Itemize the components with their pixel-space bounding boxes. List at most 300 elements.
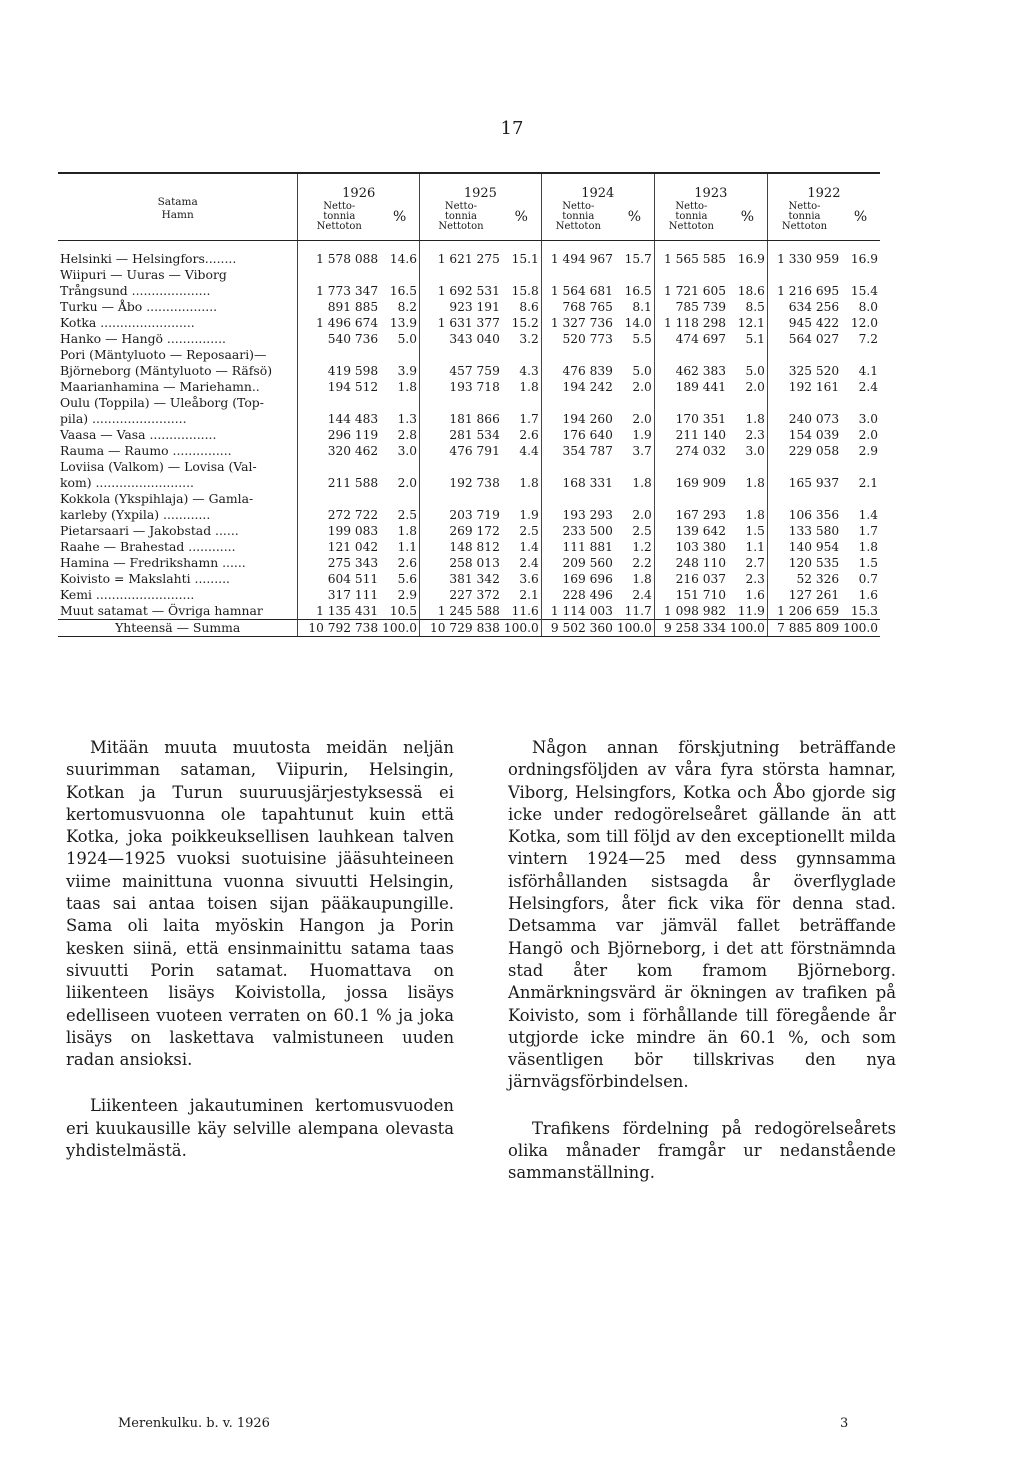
net-tons-cell: 275 343 [298, 555, 380, 571]
table-row [58, 507, 880, 523]
net-tons-cell: 274 032 [654, 443, 728, 459]
percent-cell: 2.1 [519, 588, 539, 602]
percent-cell [841, 267, 880, 283]
net-tons-cell: 192 738 [420, 475, 502, 491]
percent-cell: 2.4 [519, 556, 539, 570]
percent-cell: 1.9 [519, 508, 539, 522]
percent-cell [615, 491, 654, 507]
percent-cell [380, 267, 419, 283]
percent-cell: 15.8 [511, 284, 539, 298]
net-tons-cell: 229 058 [767, 443, 841, 459]
net-tons-cell: 564 027 [767, 331, 841, 347]
percent-cell [502, 347, 541, 363]
net-tons-cell: 176 640 [541, 427, 615, 443]
percent-cell: 12.1 [737, 316, 765, 330]
percent-cell: 2.3 [745, 428, 765, 442]
percent-cell: 2.0 [858, 428, 878, 442]
net-tons-cell: 140 954 [767, 539, 841, 555]
net-tons-cell: 193 718 [420, 379, 502, 395]
net-tons-cell: 325 520 [767, 363, 841, 379]
net-tons-cell [298, 347, 380, 363]
percent-cell [728, 459, 767, 475]
percent-cell: 2.1 [858, 476, 878, 490]
net-tons-cell: 228 496 [541, 587, 615, 603]
year-header: 1925 [420, 174, 542, 202]
net-tons-cell: 227 372 [420, 587, 502, 603]
percent-cell: 1.6 [858, 588, 878, 602]
net-tons-cell: 192 161 [767, 379, 841, 395]
net-tons-cell: 10 729 838 [420, 620, 502, 637]
net-tons-cell: 1 135 431 [298, 603, 380, 620]
net-tons-cell [654, 459, 728, 475]
percent-cell: 2.5 [397, 508, 418, 522]
percent-cell: 1.5 [745, 524, 765, 538]
port-name: kom) ......................... [60, 475, 194, 490]
net-tons-cell: 52 326 [767, 571, 841, 587]
percent-cell: 2.5 [632, 524, 652, 538]
percent-cell: 2.0 [632, 380, 652, 394]
net-tons-cell: 199 083 [298, 523, 380, 539]
net-tons-cell: 203 719 [420, 507, 502, 523]
percent-cell: 12.0 [850, 316, 878, 330]
percent-cell: 1.4 [858, 508, 878, 522]
net-tons-cell: 181 866 [420, 411, 502, 427]
percent-cell: 15.1 [511, 252, 539, 266]
net-tons-cell: 165 937 [767, 475, 841, 491]
net-tons-cell [541, 491, 615, 507]
percent-cell [841, 491, 880, 507]
percent-header: % [615, 202, 654, 241]
percent-cell [615, 347, 654, 363]
port-name: Yhteensä — Summa [58, 620, 298, 637]
percent-cell [841, 347, 880, 363]
net-tons-cell: 272 722 [298, 507, 380, 523]
percent-cell: 5.0 [632, 364, 652, 378]
net-tons-header [298, 202, 380, 241]
net-tons-cell: 194 260 [541, 411, 615, 427]
table-row [58, 347, 880, 363]
table-row [58, 299, 880, 315]
net-tons-header [541, 202, 615, 241]
net-tons-cell: 148 812 [420, 539, 502, 555]
port-name: Wiipuri — Uuras — Viborg [60, 267, 227, 282]
net-tons-header-line: Netto- [788, 201, 821, 212]
table-row [58, 475, 880, 491]
net-tons-cell [541, 395, 615, 411]
percent-header: % [502, 202, 541, 241]
percent-cell: 4.3 [519, 364, 539, 378]
net-tons-header-line: Nettoton [668, 221, 714, 232]
net-tons-cell: 103 380 [654, 539, 728, 555]
footer-publication: Merenkulku. b. v. 1926 [118, 1416, 270, 1431]
percent-cell: 2.2 [632, 556, 652, 570]
percent-cell: 0.7 [858, 572, 878, 586]
net-tons-cell: 169 909 [654, 475, 728, 491]
percent-cell: 5.0 [397, 332, 418, 346]
net-tons-cell: 457 759 [420, 363, 502, 379]
net-tons-cell: 923 191 [420, 299, 502, 315]
port-name: Oulu (Toppila) — Uleåborg (Top- [60, 395, 264, 410]
net-tons-cell: 1 496 674 [298, 315, 380, 331]
footer-sheet-number: 3 [840, 1416, 849, 1431]
net-tons-cell: 1 565 585 [654, 241, 728, 268]
percent-cell: 3.0 [397, 444, 418, 458]
table-row [58, 315, 880, 331]
percent-cell [841, 395, 880, 411]
finnish-text-column [66, 737, 454, 1162]
percent-cell: 15.4 [850, 284, 878, 298]
net-tons-cell: 211 588 [298, 475, 380, 491]
percent-cell: 2.5 [519, 524, 539, 538]
net-tons-header-line: Netto- [562, 201, 595, 212]
percent-cell: 4.4 [519, 444, 539, 458]
net-tons-cell [420, 267, 502, 283]
net-tons-cell: 151 710 [654, 587, 728, 603]
year-header: 1922 [767, 174, 880, 202]
net-tons-cell: 891 885 [298, 299, 380, 315]
port-name: Björneborg (Mäntyluoto — Räfsö) [60, 363, 273, 378]
port-name: Pori (Mäntyluoto — Reposaari)— [60, 347, 267, 362]
percent-cell: 14.0 [624, 316, 652, 330]
port-name: Helsinki — Helsingfors........ [60, 251, 237, 266]
percent-header: % [728, 202, 767, 241]
net-tons-cell: 167 293 [654, 507, 728, 523]
net-tons-header-line: tonnia [562, 211, 595, 222]
net-tons-cell: 7 885 809 [767, 620, 841, 637]
net-tons-cell: 785 739 [654, 299, 728, 315]
net-tons-cell: 1 118 298 [654, 315, 728, 331]
percent-cell: 1.8 [632, 476, 652, 490]
swedish-paragraph: Någon annan förskjutning beträffande ordningsföljden av våra fyra största hamnar, Viborg, Helsingfors, Kotka och Åbo gjorde sig icke under redogörelseåret gällande än att Kotka, som till följd av den exceptionellt milda vintern 1924—25 med dess gynnsamma isförhållanden sistsagda år överflyglade Helsingfors, åter fick vika för denna stad. Detsamma var jämväl fallet beträffande Hangö och Björneborg, i det att förstnämnda stad åter kom framom Björneborg. Anmärkningsvärd är ökningen av trafiken på Koivisto, som i förhållande till föregående år utgjorde icke mindre än 60.1 %, och som väsentligen bör tillskrivas den nya järnvägsförbindelsen. [508, 738, 896, 1092]
port-name: Muut satamat — Övriga hamnar [60, 603, 263, 618]
percent-cell: 100.0 [615, 620, 654, 637]
percent-cell [728, 267, 767, 283]
net-tons-cell: 106 356 [767, 507, 841, 523]
percent-cell: 2.4 [632, 588, 652, 602]
table-row [58, 241, 880, 268]
percent-cell: 2.0 [397, 476, 418, 490]
net-tons-cell: 194 512 [298, 379, 380, 395]
net-tons-cell [541, 267, 615, 283]
net-tons-header-line: Netto- [675, 201, 708, 212]
percent-cell: 18.6 [737, 284, 765, 298]
page-number: 17 [500, 118, 524, 139]
table-row [58, 443, 880, 459]
percent-cell: 11.9 [737, 604, 765, 618]
percent-cell: 5.1 [745, 332, 765, 346]
percent-cell: 2.7 [745, 556, 765, 570]
net-tons-cell: 474 697 [654, 331, 728, 347]
net-tons-cell: 133 580 [767, 523, 841, 539]
net-tons-cell [654, 491, 728, 507]
percent-cell: 15.3 [850, 604, 878, 618]
net-tons-cell: 1 216 695 [767, 283, 841, 299]
net-tons-cell: 281 534 [420, 427, 502, 443]
percent-cell: 5.6 [397, 572, 418, 586]
net-tons-cell: 343 040 [420, 331, 502, 347]
percent-cell: 13.9 [389, 316, 418, 330]
net-tons-cell: 121 042 [298, 539, 380, 555]
net-tons-cell [541, 459, 615, 475]
percent-cell [502, 267, 541, 283]
net-tons-cell: 320 462 [298, 443, 380, 459]
net-tons-cell: 169 696 [541, 571, 615, 587]
percent-cell: 2.3 [745, 572, 765, 586]
port-name: Kotka ........................ [60, 315, 195, 330]
net-tons-cell: 1 245 588 [420, 603, 502, 620]
port-name: Maarianhamina — Mariehamn.. [60, 379, 260, 394]
percent-cell: 100.0 [728, 620, 767, 637]
percent-cell: 100.0 [380, 620, 419, 637]
net-tons-cell: 144 483 [298, 411, 380, 427]
finnish-paragraph: Liikenteen jakautuminen kertomusvuoden eri kuukausille käy selville alempana olevasta yhdistelmästä. [66, 1096, 454, 1161]
port-name: Turku — Åbo .................. [60, 299, 218, 314]
percent-cell: 5.5 [632, 332, 652, 346]
net-tons-cell: 248 110 [654, 555, 728, 571]
net-tons-header-line: tonnia [323, 211, 356, 222]
percent-cell: 16.5 [624, 284, 652, 298]
net-tons-cell: 462 383 [654, 363, 728, 379]
net-tons-cell: 1 330 959 [767, 241, 841, 268]
net-tons-cell: 540 736 [298, 331, 380, 347]
percent-cell: 2.0 [632, 412, 652, 426]
percent-cell [615, 267, 654, 283]
table-row [58, 603, 880, 620]
net-tons-cell [420, 395, 502, 411]
net-tons-cell: 269 172 [420, 523, 502, 539]
year-header: 1926 [298, 174, 420, 202]
percent-cell: 2.9 [858, 444, 878, 458]
net-tons-header-line: Nettoton [438, 221, 484, 232]
percent-cell: 1.4 [519, 540, 539, 554]
net-tons-cell [420, 347, 502, 363]
net-tons-cell: 216 037 [654, 571, 728, 587]
net-tons-cell: 1 631 377 [420, 315, 502, 331]
percent-cell: 10.5 [389, 604, 418, 618]
percent-cell [728, 395, 767, 411]
net-tons-cell: 634 256 [767, 299, 841, 315]
percent-cell [502, 395, 541, 411]
percent-cell: 1.8 [397, 524, 418, 538]
percent-cell: 2.0 [745, 380, 765, 394]
port-traffic-table-container [58, 172, 880, 637]
net-tons-cell: 1 564 681 [541, 283, 615, 299]
net-tons-cell: 1 098 982 [654, 603, 728, 620]
net-tons-cell: 945 422 [767, 315, 841, 331]
net-tons-cell: 9 258 334 [654, 620, 728, 637]
net-tons-cell: 10 792 738 [298, 620, 380, 637]
port-name: Koivisto = Makslahti ......... [60, 571, 230, 586]
table-row [58, 587, 880, 603]
table-row [58, 411, 880, 427]
net-tons-cell: 240 073 [767, 411, 841, 427]
percent-cell: 8.2 [397, 300, 418, 314]
table-row [58, 331, 880, 347]
net-tons-cell: 354 787 [541, 443, 615, 459]
net-tons-cell: 154 039 [767, 427, 841, 443]
net-tons-cell: 211 140 [654, 427, 728, 443]
table-row [58, 283, 880, 299]
table-row [58, 459, 880, 475]
percent-cell: 4.1 [858, 364, 878, 378]
percent-cell: 14.6 [389, 252, 418, 266]
port-name: Raahe — Brahestad ............ [60, 539, 236, 554]
percent-header: % [841, 202, 880, 241]
percent-cell [380, 347, 419, 363]
port-name: Hanko — Hangö ............... [60, 331, 226, 346]
net-tons-cell: 419 598 [298, 363, 380, 379]
net-tons-cell [420, 491, 502, 507]
percent-cell [380, 491, 419, 507]
percent-cell: 1.8 [397, 380, 418, 394]
percent-cell: 3.0 [745, 444, 765, 458]
net-tons-cell [298, 395, 380, 411]
percent-cell [615, 395, 654, 411]
net-tons-cell: 9 502 360 [541, 620, 615, 637]
port-name: Kokkola (Ykspihlaja) — Gamla- [60, 491, 254, 506]
net-tons-cell: 139 642 [654, 523, 728, 539]
net-tons-cell [654, 267, 728, 283]
percent-cell: 1.7 [519, 412, 539, 426]
percent-cell: 2.9 [397, 588, 418, 602]
port-name: Rauma — Raumo ............... [60, 443, 232, 458]
net-tons-cell: 233 500 [541, 523, 615, 539]
percent-cell: 2.6 [397, 556, 418, 570]
percent-cell [728, 491, 767, 507]
percent-cell: 2.6 [519, 428, 539, 442]
net-tons-cell [654, 347, 728, 363]
net-tons-header-line: Netto- [444, 201, 477, 212]
net-tons-cell: 258 013 [420, 555, 502, 571]
net-tons-cell: 209 560 [541, 555, 615, 571]
percent-cell [380, 395, 419, 411]
table-row [58, 267, 880, 283]
net-tons-cell: 1 773 347 [298, 283, 380, 299]
port-name: karleby (Yxpila) ............ [60, 507, 211, 522]
net-tons-cell: 1 114 003 [541, 603, 615, 620]
net-tons-cell: 111 881 [541, 539, 615, 555]
percent-cell: 1.6 [745, 588, 765, 602]
percent-cell: 100.0 [502, 620, 541, 637]
percent-cell: 8.1 [632, 300, 652, 314]
percent-cell: 1.8 [632, 572, 652, 586]
port-header-fi: Satama [157, 196, 198, 208]
year-header-row [58, 174, 880, 202]
percent-cell: 1.7 [858, 524, 878, 538]
table-body [58, 241, 880, 637]
net-tons-cell: 1 721 605 [654, 283, 728, 299]
percent-cell [615, 459, 654, 475]
table-row [58, 539, 880, 555]
percent-cell: 1.8 [519, 380, 539, 394]
net-tons-header-line: tonnia [788, 211, 821, 222]
swedish-text-column [508, 737, 896, 1185]
percent-cell: 8.6 [519, 300, 539, 314]
percent-cell [502, 459, 541, 475]
percent-cell: 3.0 [858, 412, 878, 426]
net-tons-cell [767, 267, 841, 283]
net-tons-header-line: Nettoton [316, 221, 362, 232]
net-tons-cell: 768 765 [541, 299, 615, 315]
net-tons-cell: 1 578 088 [298, 241, 380, 268]
percent-cell: 5.0 [745, 364, 765, 378]
percent-cell: 1.2 [632, 540, 652, 554]
port-name: Kemi ......................... [60, 587, 195, 602]
percent-cell: 100.0 [843, 621, 878, 635]
swedish-paragraph: Trafikens fördelning på redogörelseårets olika månader framgår ur nedanstående sammanställning. [508, 1118, 896, 1183]
net-tons-header [654, 202, 728, 241]
percent-header: % [380, 202, 419, 241]
port-traffic-table [58, 172, 880, 637]
percent-cell: 11.6 [511, 604, 539, 618]
net-tons-header [420, 202, 502, 241]
table-header [58, 173, 880, 241]
net-tons-header [767, 202, 841, 241]
percent-cell: 16.9 [850, 252, 878, 266]
percent-cell: 2.4 [858, 380, 878, 394]
total-row [58, 620, 880, 637]
port-name: pila) ........................ [60, 411, 187, 426]
net-tons-cell: 168 331 [541, 475, 615, 491]
percent-cell: 15.7 [624, 252, 652, 266]
port-name: Hamina — Fredrikshamn ...... [60, 555, 246, 570]
table-row [58, 395, 880, 411]
percent-cell: 1.1 [397, 540, 418, 554]
table-row [58, 491, 880, 507]
net-tons-cell: 1 621 275 [420, 241, 502, 268]
percent-cell: 16.5 [389, 284, 418, 298]
table-row [58, 379, 880, 395]
net-tons-cell: 194 242 [541, 379, 615, 395]
port-name: Pietarsaari — Jakobstad ...... [60, 523, 239, 538]
net-tons-cell: 520 773 [541, 331, 615, 347]
net-tons-cell [298, 459, 380, 475]
percent-cell: 1.8 [519, 476, 539, 490]
percent-cell: 1.8 [745, 508, 765, 522]
net-tons-cell [767, 395, 841, 411]
percent-cell: 3.6 [519, 572, 539, 586]
percent-cell [380, 459, 419, 475]
percent-cell: 11.7 [624, 604, 652, 618]
percent-cell: 3.2 [519, 332, 539, 346]
net-tons-cell [654, 395, 728, 411]
net-tons-cell: 1 692 531 [420, 283, 502, 299]
net-tons-header-line: Netto- [323, 201, 356, 212]
table-row [58, 363, 880, 379]
net-tons-cell: 476 839 [541, 363, 615, 379]
net-tons-cell: 120 535 [767, 555, 841, 571]
percent-cell: 1.8 [745, 412, 765, 426]
percent-cell: 15.2 [511, 316, 539, 330]
percent-cell: 3.7 [632, 444, 652, 458]
finnish-paragraph: Mitään muuta muutosta meidän neljän suurimman sataman, Viipurin, Helsingin, Kotkan ja Turun suuruusjärjestyksessä ei kertomusvuonna ole tapahtunut kuin että Kotka, joka poikkeuksellisen lauhkean talven 1924—1925 vuoksi suotuisine jääsuhteineen viime mainittuna vuonna sivuutti Helsingin, taas sai antaa toisen sijan pääkaupungille. Sama oli laita myöskin Hangon ja Porin kesken siinä, että ensinmainittu satama taas sivuutti Porin satamat. Huomattava on liikenteen lisäys Koivistolla, jossa lisäys edelliseen vuoteen verraten on 60.1 % ja joka lisäys on laskettava valmistuneen uuden radan ansioksi. [66, 738, 454, 1070]
year-header: 1924 [541, 174, 654, 202]
net-tons-cell: 604 511 [298, 571, 380, 587]
percent-cell: 16.9 [737, 252, 765, 266]
port-name: Loviisa (Valkom) — Lovisa (Val- [60, 459, 257, 474]
port-name: Trångsund .................... [60, 283, 211, 298]
net-tons-cell [767, 347, 841, 363]
net-tons-cell: 476 791 [420, 443, 502, 459]
net-tons-cell: 127 261 [767, 587, 841, 603]
net-tons-cell [767, 459, 841, 475]
percent-cell: 1.8 [745, 476, 765, 490]
percent-cell [728, 347, 767, 363]
net-tons-cell: 193 293 [541, 507, 615, 523]
net-tons-header-line: Nettoton [555, 221, 601, 232]
net-tons-cell [767, 491, 841, 507]
percent-cell: 1.1 [745, 540, 765, 554]
